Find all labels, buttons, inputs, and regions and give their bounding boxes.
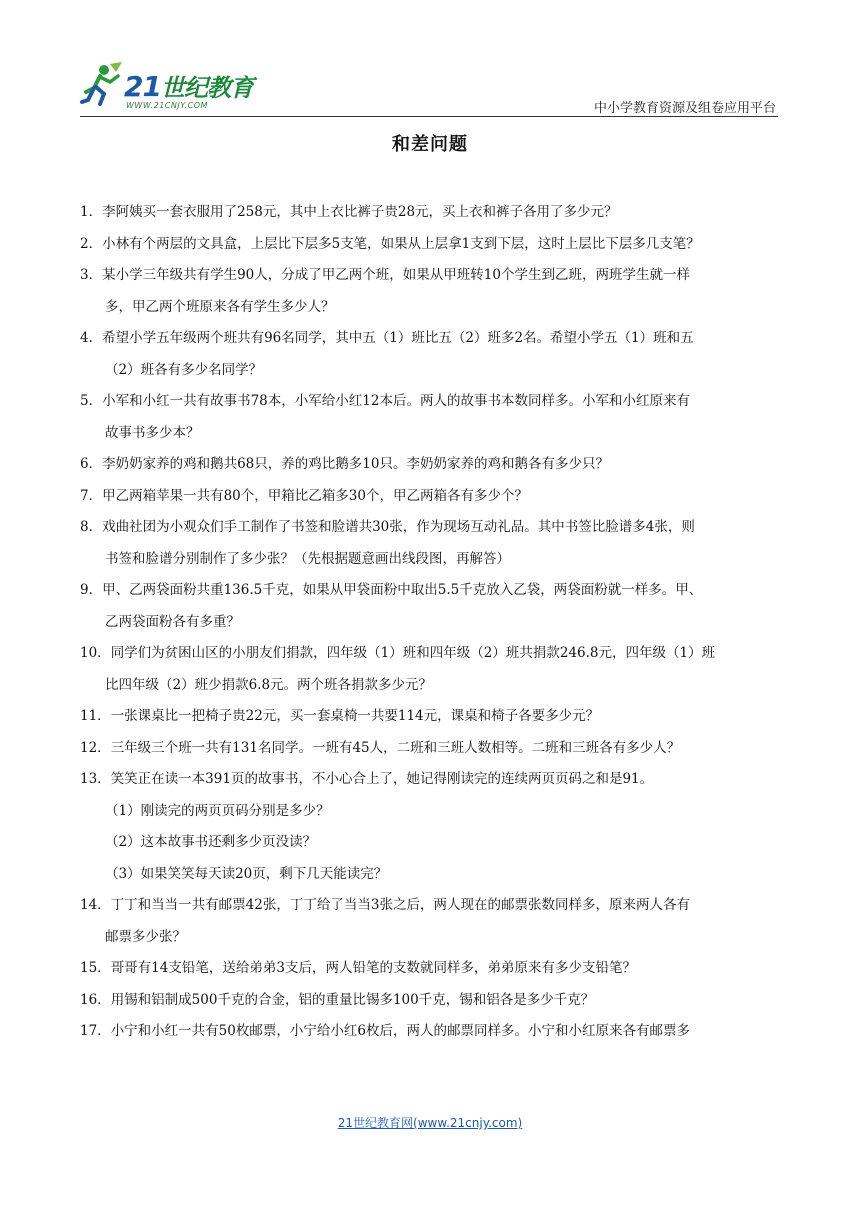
- question-line: 一张课桌比一把椅子贵22元，买一套桌椅一共要114元，课桌和椅子各要多少元？: [110, 708, 600, 724]
- question-text: [80, 1016, 780, 1048]
- question-item: [80, 449, 780, 481]
- question-number: 8．: [80, 519, 103, 535]
- header-divider: [80, 116, 778, 117]
- question-item: [80, 481, 780, 513]
- question-text-continued: [80, 607, 780, 639]
- question-number: 7．: [80, 487, 103, 504]
- question-line: 希望小学五年级两个班共有96名同学，其中五（1）班比五（2）班多2名。希望小学五（1）班和五: [102, 330, 694, 346]
- question-item: [80, 323, 780, 386]
- question-number: 15．: [80, 960, 111, 976]
- question-number: 4．: [80, 330, 103, 346]
- question-item: [80, 229, 780, 261]
- question-text: [80, 701, 780, 733]
- question-text-continued: [80, 418, 780, 450]
- question-line: 甲、乙两袋面粉共重136.5千克，如果从甲袋面粉中取出5.5千克放入乙袋，两袋面粉就一样多。甲、: [102, 582, 703, 598]
- sub-question: （1）刚读完的两页页码分别是多少？: [105, 802, 330, 819]
- question-text: [80, 481, 780, 513]
- question-number: 16．: [80, 991, 111, 1008]
- running-figure-icon: [80, 60, 124, 110]
- question-text: [80, 386, 780, 418]
- question-line: 邮票多少张？: [105, 928, 186, 945]
- question-number: 2．: [80, 235, 103, 252]
- question-item: [80, 260, 780, 323]
- question-number: 9．: [80, 582, 103, 598]
- question-text: [80, 260, 780, 292]
- question-line: 比四年级（2）班少捐款6.8元。两个班各捐款多少元？: [105, 676, 433, 693]
- question-line: （2）班各有多少名同学？: [105, 361, 263, 378]
- platform-label: 中小学教育资源及组卷应用平台: [593, 101, 776, 116]
- question-line: 同学们为贫困山区的小朋友们捐款，四年级（1）班和四年级（2）班共捐款246.8元，四年级（1）班: [110, 645, 716, 661]
- question-number: 3．: [80, 267, 103, 283]
- question-text: [80, 890, 780, 922]
- question-text-continued: [80, 355, 780, 387]
- question-text: [80, 985, 780, 1017]
- question-line: 故事书多少本？: [105, 424, 200, 441]
- question-text-continued: [80, 292, 780, 324]
- question-line: 小宁和小红一共有50枚邮票，小宁给小红6枚后，两人的邮票同样多。小宁和小红原来各有邮票多: [110, 1023, 690, 1039]
- question-number: 12．: [80, 739, 111, 756]
- question-line: 李阿姨买一套衣服用了258元，其中上衣比裤子贵28元，买上衣和裤子各用了多少元？: [102, 204, 618, 220]
- question-text: [80, 733, 780, 765]
- page-header: [80, 60, 778, 120]
- question-item: [80, 386, 780, 449]
- question-text-continued: [80, 544, 780, 576]
- question-line: 小军和小红一共有故事书78本，小军给小红12本后。两人的故事书本数同样多。小军和小红原来有: [102, 393, 690, 409]
- question-line: 哥哥有14支铅笔，送给弟弟3支后，两人铅笔的支数就同样多，弟弟原来有多少支铅笔？: [110, 960, 636, 976]
- question-item: [80, 638, 780, 701]
- question-number: 13．: [80, 771, 111, 787]
- question-text: [80, 229, 780, 261]
- question-text: [80, 953, 780, 985]
- question-line: 书签和脸谱分别制作了多少张？（先根据题意画出线段图，再解答）: [105, 550, 510, 567]
- question-item: [80, 512, 780, 575]
- question-text: [80, 764, 780, 796]
- sub-question: （2）这本故事书还剩多少页没读？: [105, 834, 317, 850]
- question-text: [80, 638, 780, 670]
- logo-number: 21: [124, 70, 161, 103]
- question-item: [80, 733, 780, 765]
- question-number: 14．: [80, 897, 111, 913]
- question-text: [80, 323, 780, 355]
- logo-wordmark: [124, 68, 253, 103]
- question-number: 11．: [80, 708, 111, 724]
- question-item: [80, 985, 780, 1017]
- question-item: [80, 1016, 780, 1048]
- question-line: 笑笑正在读一本391页的故事书，不小心合上了，她记得刚读完的连续两页页码之和是91。: [110, 771, 654, 787]
- question-number: 6．: [80, 456, 103, 472]
- question-line: 用锡和铝制成500千克的合金，铝的重量比锡多100千克，锡和铝各是多少千克？: [110, 991, 595, 1008]
- question-text: [80, 197, 780, 229]
- question-item: [80, 890, 780, 953]
- sub-question: （3）如果笑笑每天读20页，剩下几天能读完？: [105, 865, 388, 882]
- question-line: 李奶奶家养的鸡和鹅共68只，养的鸡比鹅多10只。李奶奶家养的鸡和鹅各有多少只？: [102, 456, 609, 472]
- question-line: 甲乙两箱苹果一共有80个，甲箱比乙箱多30个，甲乙两箱各有多少个？: [102, 487, 528, 504]
- question-line: 乙两袋面粉各有多重？: [105, 613, 240, 630]
- question-item: [80, 197, 780, 229]
- logo-url: WWW.21CNJY.COM: [126, 101, 208, 110]
- question-item: [80, 764, 780, 890]
- question-text: [80, 512, 780, 544]
- question-text: [80, 449, 780, 481]
- question-item: [80, 953, 780, 985]
- question-number: 17．: [80, 1023, 111, 1039]
- question-line: 小林有个两层的文具盒，上层比下层多5支笔，如果从上层拿1支到下层，这时上层比下层多几支笔？: [102, 235, 700, 252]
- question-line: 某小学三年级共有学生90人，分成了甲乙两个班，如果从甲班转10个学生到乙班，两班学生就一样: [102, 267, 690, 283]
- footer-link[interactable]: 21世纪教育网(www.21cnjy.com): [337, 1116, 523, 1130]
- question-number: 10．: [80, 645, 111, 661]
- question-line: 多，甲乙两个班原来各有学生多少人？: [105, 298, 335, 315]
- question-line: 三年级三个班一共有131名同学。一班有45人，二班和三班人数相等。二班和三班各有多少人？: [110, 739, 681, 756]
- question-number: 5．: [80, 393, 103, 409]
- question-item: [80, 575, 780, 638]
- question-item: [80, 701, 780, 733]
- page-title: 和差问题: [392, 134, 468, 155]
- logo: [80, 60, 280, 116]
- question-line: 戏曲社团为小观众们手工制作了书签和脸谱共30张，作为现场互动礼品。其中书签比脸谱多4张，则: [102, 519, 695, 535]
- logo-text: 世纪教育: [160, 74, 253, 102]
- question-text-continued: [80, 670, 780, 702]
- question-list: [80, 197, 780, 1048]
- question-text: [80, 575, 780, 607]
- question-number: 1．: [80, 204, 103, 220]
- question-text-continued: [80, 922, 780, 954]
- question-line: 丁丁和当当一共有邮票42张，丁丁给了当当3张之后，两人现在的邮票张数同样多，原来两人各有: [110, 897, 690, 913]
